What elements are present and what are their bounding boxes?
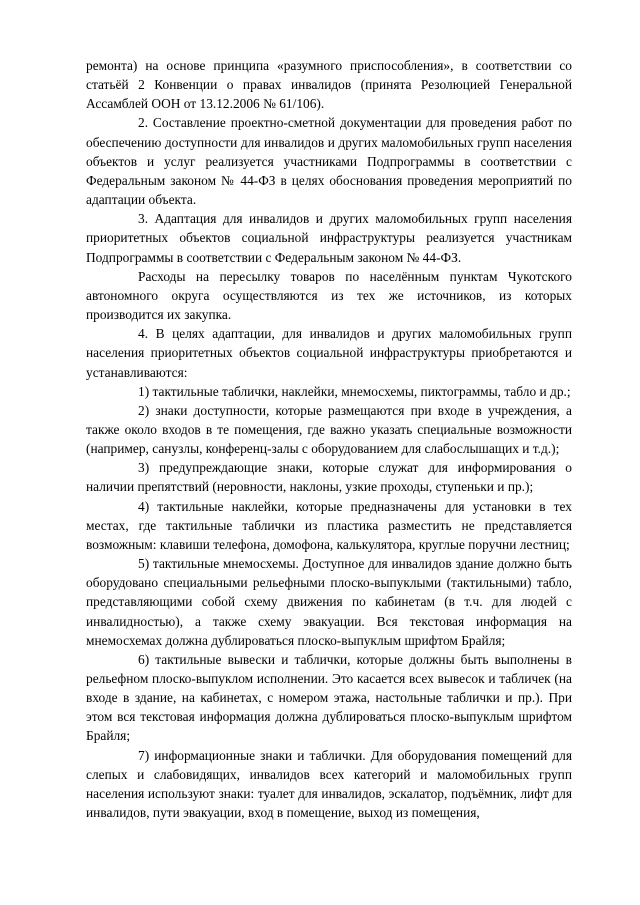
list-item-2: 2) знаки доступности, которые размещаются при входе в учреждения, а также около входов в те помещения, где важно указать специальные возможности (например, санузлы, конференц-залы с оборудованием для слабослышащих и т.д.); xyxy=(86,402,572,457)
paragraph-item-3: 3. Адаптация для инвалидов и других маломобильных групп населения приоритетных объектов социальной инфраструктуры реализуется участникам Подпрограммы в соответствии с Федеральным законом № 44-ФЗ. xyxy=(86,211,572,265)
paragraph-shipping-costs: Расходы на пересылку товаров по населённым пунктам Чукотского автономного округа осуществляются из тех же источников, из которых производится их закупка. xyxy=(86,268,572,323)
document-page xyxy=(86,56,572,822)
list-item-1: 1) тактильные таблички, наклейки, мнемосхемы, пиктограммы, табло и др.; xyxy=(138,383,571,399)
paragraph-item-4: 4. В целях адаптации, для инвалидов и других маломобильных групп населения приоритетных объектов социальной инфраструктуры приобретаются и устанавливаются: xyxy=(86,326,572,380)
list-item-5: 5) тактильные мнемосхемы. Доступное для инвалидов здание должно быть оборудовано специальными рельефными плоско-выпуклыми (тактильными) табло, представляющими собой схему движения по кабинетам (в т.ч. для людей с инвалидностью), а также схему эвакуации. Вся текстовая информация на мнемосхемах должна дублироваться плоско-выпуклым шрифтом Брайля; xyxy=(86,556,572,648)
paragraph-item-2: 2. Составление проектно-сметной документации для проведения работ по обеспечению доступности для инвалидов и других маломобильных групп населения объектов и услуг реализуется участниками Подпрограммы в соответствии с Федеральным законом № 44-ФЗ в целях обоснования проведения мероприятий по адаптации объекта. xyxy=(86,115,572,208)
paragraph-continuation: ремонта) на основе принципа «разумного приспособления», в соответствии со статьёй 2 Конвенции о правах инвалидов (принята Резолюцией Генеральной Ассамблей ООН от 13.12.2006 № 61/106). xyxy=(86,58,572,112)
list-item-6: 6) тактильные вывески и таблички, которые должны быть выполнены в рельефном плоско-выпуклом исполнении. Это касается всех вывесок и табличек (на входе в здание, на кабинетах, с номером этажа, настольные таблички и пр.). При этом вся текстовая информация должна дублироваться плоско-выпуклым шрифтом Брайля; xyxy=(86,651,572,744)
list-item-3: 3) предупреждающие знаки, которые служат для информирования о наличии препятствий (неровности, наклоны, узкие проходы, ступеньки и пр.); xyxy=(86,460,572,495)
list-item-4: 4) тактильные наклейки, которые предназначены для установки в тех местах, где тактильные таблички из пластика разместить не представляется возможным: клавиши телефона, домофона, калькулятора, круглые поручни лестниц; xyxy=(86,498,572,552)
list-item-7: 7) информационные знаки и таблички. Для оборудования помещений для слепых и слабовидящих, инвалидов всех категорий и маломобильных групп населения используют знаки: туалет для инвалидов, эскалатор, подъёмник, лифт для инвалидов, пути эвакуации, вход в помещение, выход из помещения, xyxy=(86,747,572,821)
